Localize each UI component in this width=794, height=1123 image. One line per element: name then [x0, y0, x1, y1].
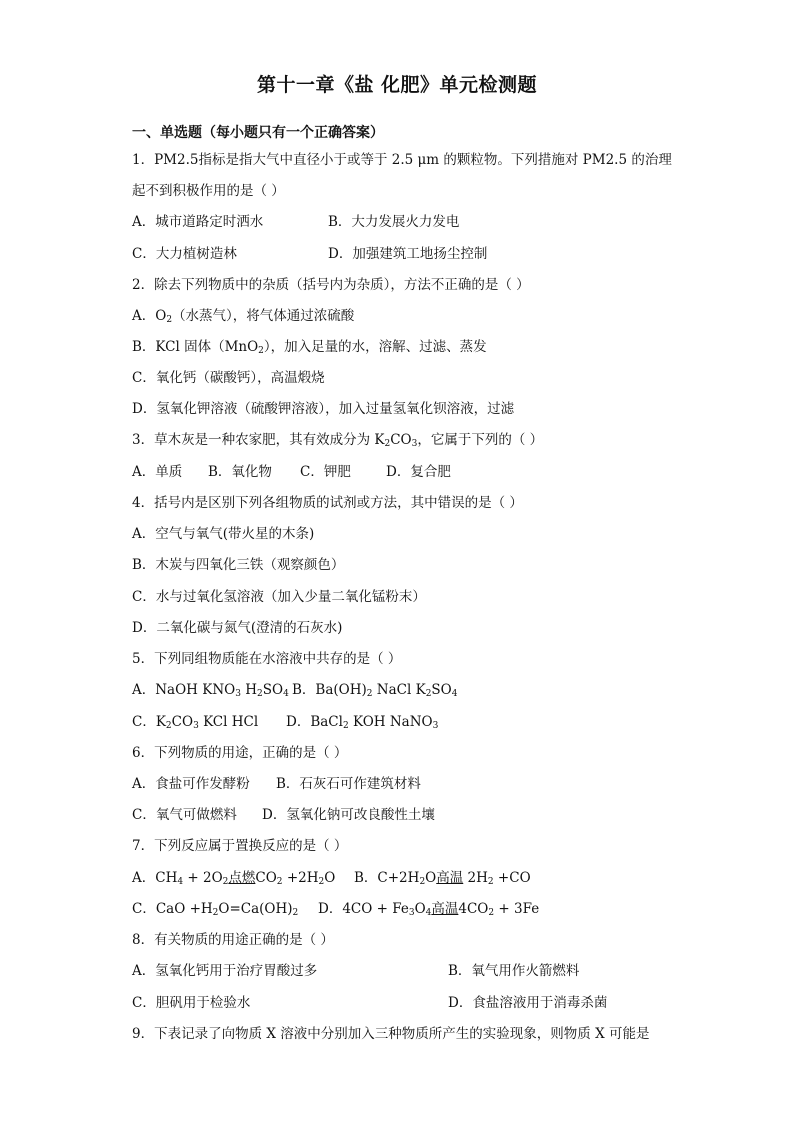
reaction-condition-label: 高温	[436, 870, 464, 886]
q1-option-c: C．大力植树造林	[132, 246, 237, 262]
question-4-stem: 4．括号内是区别下列各组物质的试剂或方法，其中错误的是（ ）	[132, 495, 523, 511]
q8-option-a: A．氢氧化钙用于治疗胃酸过多	[132, 963, 318, 979]
q5-option-b: B．$Ba(OH)_2$ NaCl $K_2SO_4$	[292, 682, 458, 699]
q3-option-d: D．复合肥	[386, 464, 451, 480]
section-heading: 一、单选题（每小题只有一个正确答案）	[132, 125, 384, 141]
question-8-options-row2	[132, 993, 607, 1013]
question-3-stem: 3．草木灰是一种农家肥，其有效成分为 $K_2CO_3$，它属于下列的（ ）	[132, 432, 544, 449]
q4-option-b: B．木炭与四氧化三铁（观察颜色）	[132, 557, 345, 573]
question-1-stem-line2: 起不到积极作用的是（ ）	[132, 183, 285, 199]
q2-option-b: B．KCl 固体（MnO$_2$），加入足量的水，溶解、过滤、蒸发	[132, 339, 487, 356]
page-title: 第十一章《盐 化肥》单元检测题	[256, 74, 538, 96]
reaction-condition-label: 点燃	[228, 870, 256, 886]
question-8-options-row1	[132, 961, 579, 981]
q6-option-a: A．食盐可作发酵粉	[132, 776, 250, 792]
question-5-stem: 5．下列同组物质能在水溶液中共存的是（ ）	[132, 651, 402, 667]
q2-option-d: D．氢氧化钾溶液（硫酸钾溶液），加入过量氢氧化钡溶液，过滤	[132, 401, 515, 417]
q5-option-d: D．BaCl$_2$ KOH NaNO$_3$	[286, 714, 439, 731]
question-7-options-row1	[132, 868, 531, 888]
question-6-options-row1	[132, 774, 421, 794]
q1-option-d: D．加强建筑工地扬尘控制	[328, 246, 488, 262]
question-1-options-row2	[132, 244, 487, 264]
q4-option-d: D．二氧化碳与氮气(澄清的石灰水)	[132, 620, 343, 636]
q6-option-c: C．氧气可做燃料	[132, 807, 237, 823]
q7-option-d: D．$4CO + Fe_3O_4$高温$4CO_2 + 3Fe$	[318, 901, 540, 918]
q7-option-b: B．$C+2H_2O$高温 $2H_2 +CO$	[354, 870, 531, 887]
question-8-stem: 8．有关物质的用途正确的是（ ）	[132, 932, 334, 948]
question-7-options-row2	[132, 899, 539, 919]
question-3-options	[132, 462, 451, 482]
q4-option-c: C．水与过氧化氢溶液（加入少量二氧化锰粉末）	[132, 589, 426, 605]
q2-option-a: A．$O_2$（水蒸气），将气体通过浓硫酸	[132, 308, 355, 325]
q6-option-d: D．氢氧化钠可改良酸性土壤	[262, 807, 435, 823]
q1-option-b: B．大力发展火力发电	[328, 214, 460, 230]
question-5-options-row1	[132, 680, 457, 700]
q8-option-b: B．氧气用作火箭燃料	[448, 963, 580, 979]
q3-option-c: C．钾肥	[300, 464, 351, 480]
q8-option-c: C．胆矾用于检验水	[132, 995, 251, 1011]
q7-option-c: C．CaO $+H_2O=Ca(OH)_2$	[132, 901, 299, 918]
reaction-condition-label: 高温	[431, 901, 459, 917]
q3-option-a: A．单质	[132, 464, 183, 480]
q4-option-a: A．空气与氧气(带火星的木条)	[132, 526, 315, 542]
q2-option-c: C．氧化钙（碳酸钙），高温煅烧	[132, 370, 325, 386]
question-1-options-row1	[132, 212, 459, 232]
question-5-options-row2	[132, 712, 438, 732]
q6-option-b: B．石灰石可作建筑材料	[276, 776, 421, 792]
question-6-options-row2	[132, 805, 435, 825]
q7-option-a: A．$CH_4 + 2O_2$点燃$CO_2 +2H_2O$	[132, 870, 336, 887]
q5-option-a: A．NaOH $KNO_3$ $H_2SO_4$	[132, 682, 289, 699]
question-9-stem: 9．下表记录了向物质 X 溶液中分别加入三种物质所产生的实验现象，则物质 X 可能是	[132, 1026, 650, 1042]
question-6-stem: 6．下列物质的用途，正确的是（ ）	[132, 745, 348, 761]
q8-option-d: D．食盐溶液用于消毒杀菌	[448, 995, 608, 1011]
question-2-stem: 2．除去下列物质中的杂质（括号内为杂质），方法不正确的是（ ）	[132, 277, 530, 293]
q5-option-c: C．$K_2CO_3$ KCl HCl	[132, 714, 259, 731]
q3-option-b: B．氧化物	[208, 464, 272, 480]
q1-option-a: A．城市道路定时洒水	[132, 214, 264, 230]
question-1-stem-line1: 1．PM2.5指标是指大气中直径小于或等于 2.5 μm 的颗粒物。下列措施对 PM2.5 的治理	[132, 152, 672, 168]
question-7-stem: 7．下列反应属于置换反应的是（ ）	[132, 838, 348, 854]
